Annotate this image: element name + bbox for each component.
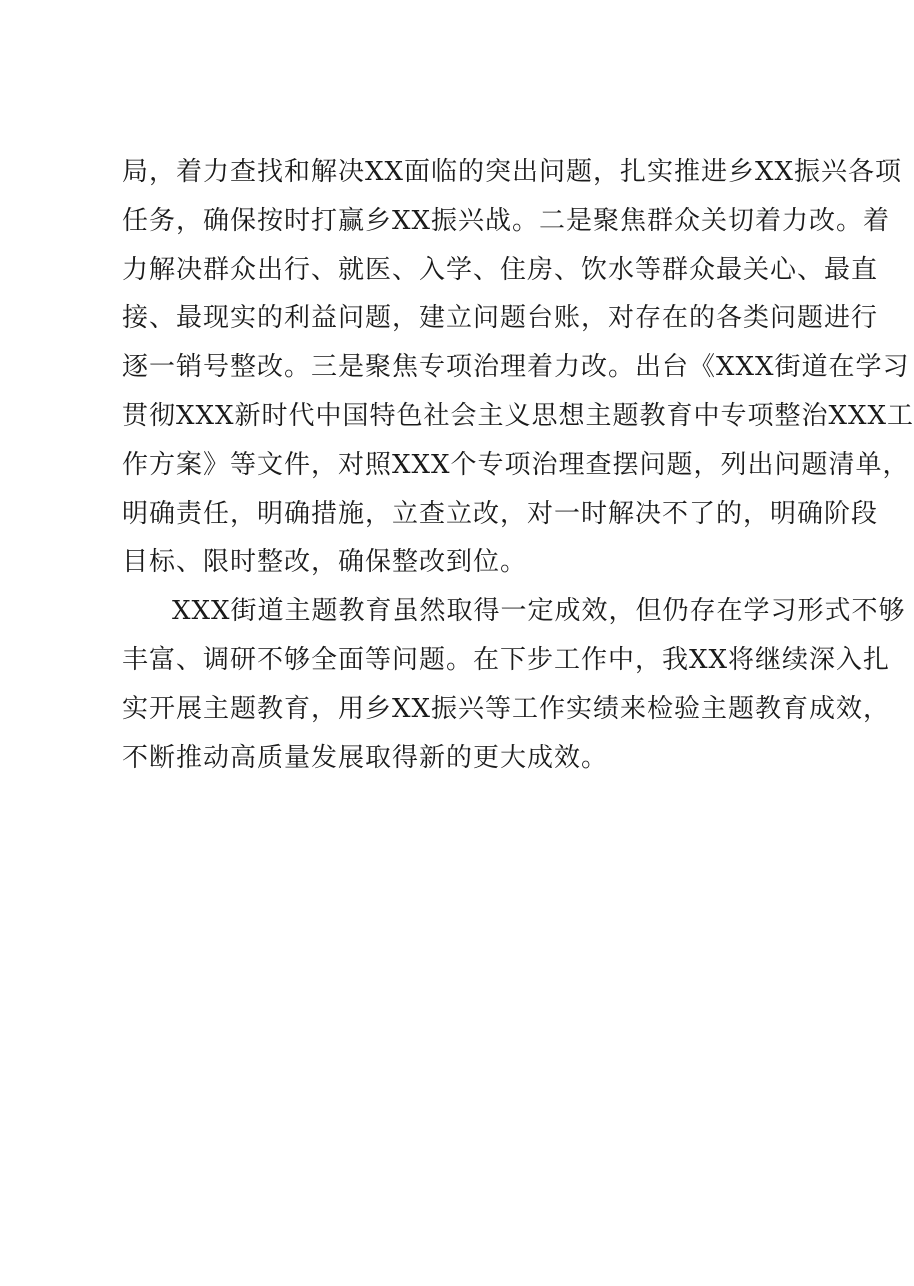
paragraph-conclusion — [122, 587, 906, 782]
text-line: 贯彻XXX新时代中国特色社会主义思想主题教育中专项整治XXX工 — [122, 400, 914, 431]
text-line: 不断推动高质量发展取得新的更大成效。 — [122, 742, 609, 773]
text-line: 明确责任，明确措施，立查立改，对一时解决不了的，明确阶段 — [122, 498, 879, 529]
document-body — [122, 148, 914, 782]
text-line: 丰富、调研不够全面等问题。在下步工作中，我XX将继续深入扎 — [122, 644, 891, 675]
text-line: XXX街道主题教育虽然取得一定成效，但仍存在学习形式不够 — [172, 596, 906, 627]
text-line: 目标、限时整改，确保整改到位。 — [122, 547, 528, 578]
text-line: 逐一销号整改。三是聚焦专项治理着力改。出台《XXX街道在学习 — [122, 352, 910, 383]
text-line: 力解决群众出行、就医、入学、住房、饮水等群众最关心、最直 — [122, 254, 879, 285]
text-line: 局，着力查找和解决XX面临的突出问题，扎实推进乡XX振兴各项 — [122, 157, 903, 187]
text-line: 接、最现实的利益问题，建立问题台账，对存在的各类问题进行 — [122, 303, 879, 334]
text-line: 作方案》等文件，对照XXX个专项治理查摆问题，列出问题清单， — [122, 449, 910, 480]
paragraph-rectification-measures — [122, 148, 914, 587]
text-line: 实开展主题教育，用乡XX振兴等工作实绩来检验主题教育成效， — [122, 693, 891, 724]
text-line: 任务，确保按时打赢乡XX振兴战。二是聚焦群众关切着力改。着 — [122, 205, 891, 236]
